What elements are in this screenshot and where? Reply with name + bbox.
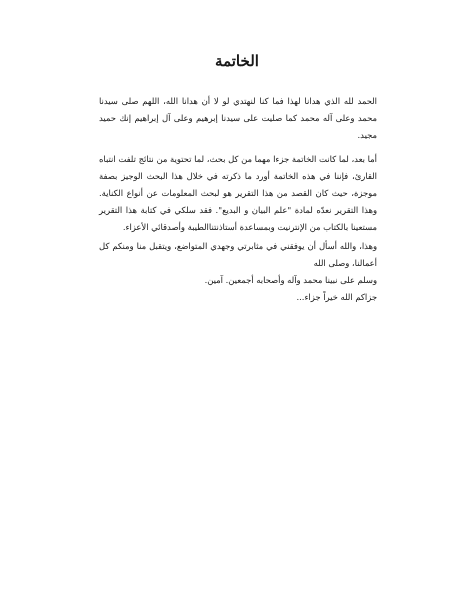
closing-line-1: وهذا، والله أسأل أن يوفقني في مثابرتي وجهدي المتواضع، ويتقبل منا ومنكم كل أعمالنا، وصلى الله	[99, 241, 377, 268]
opening-paragraph: الحمد لله الذي هدانا لهذا فما كنا لنهتدي لو لا أن هدانا الله، اللهم صلى سيدنا محمد وعلى آله محمد كما صليت على سيدنا إبرهيم وعلى آل إبراهيم إنك حميد مجيد.	[99, 96, 377, 140]
page-title: الخاتمة	[215, 52, 259, 70]
closing-line-2: وسلم على نبينا محمد وآله وأصحابه أجمعين. آمين.	[204, 275, 377, 285]
closing-paragraph	[99, 238, 377, 306]
main-paragraph: أما بعد، لما كانت الخاتمة جزءا مهما من كل بحث، لما تحتوية من نتائج تلفت انتباه القارئ، فإننا في هذه الخاتمة أورد ما ذكرته في خلال هذا البحث الوجيز بصفة موجزة، حيث كان القصد من هذا التقرير هو لبحث المعلومات عن أنواع الكناية. وهذا التقرير نعدّه لمادة "علم البيان و البديع". فقد سلكي في كتابة هذا التقرير مستعينا بالكتاب من الإنترنيت وبمساعدة أستاذنتناالطيبة وأصدقائي الأعزاء.	[99, 154, 377, 232]
closing-line-3: جزاكم الله خيراً جزاء...	[296, 292, 377, 302]
